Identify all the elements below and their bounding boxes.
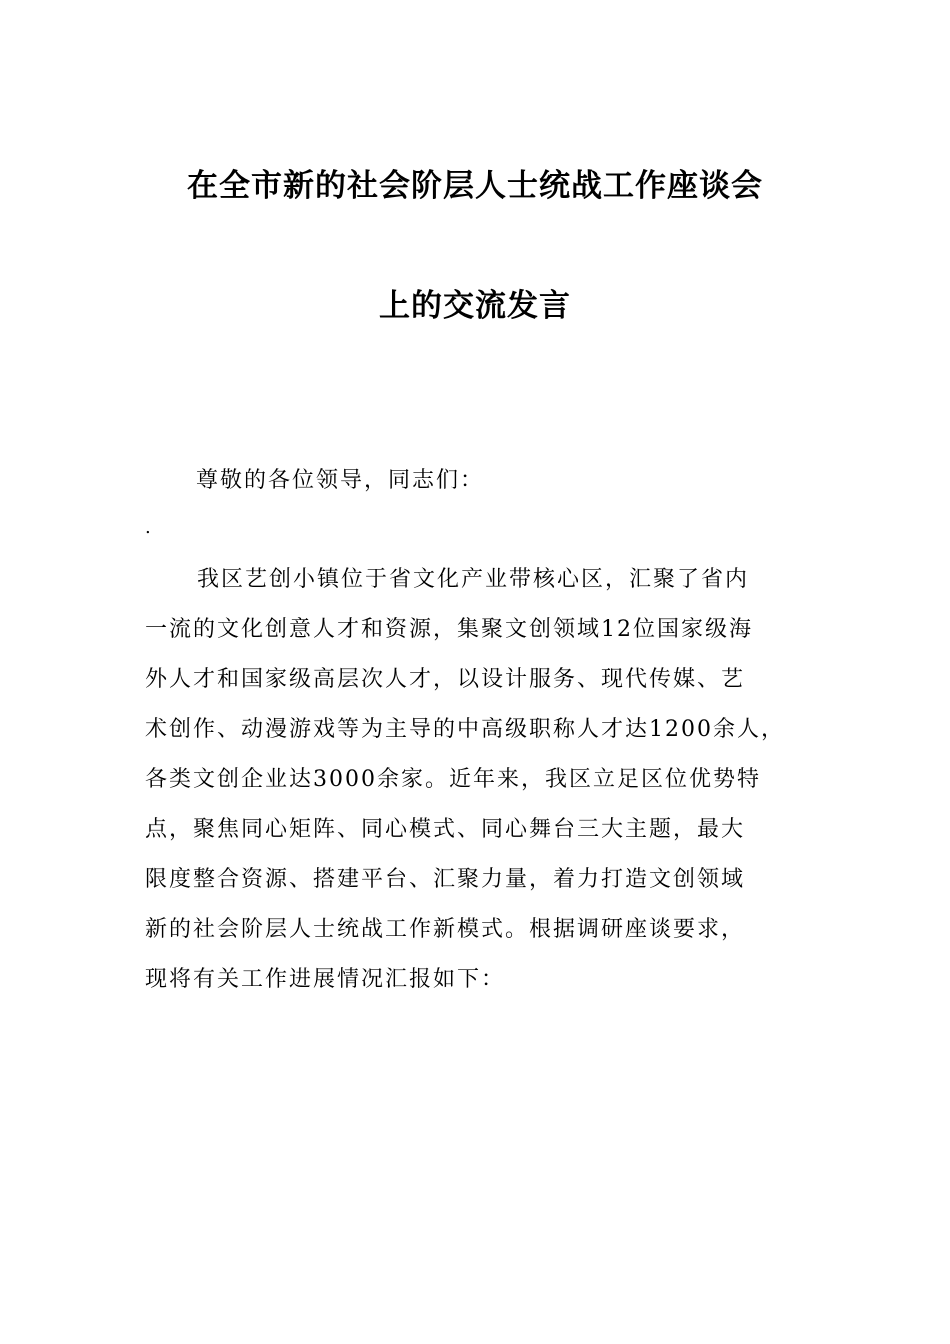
document-title-line-2: 上的交流发言 <box>379 288 571 324</box>
paragraph-line: 术创作、动漫游戏等为主导的中高级职称人才达1200余人， <box>145 717 785 742</box>
paragraph-line: 限度整合资源、搭建平台、汇聚力量，着力打造文创领域 <box>145 867 746 892</box>
paragraph-line: 外人才和国家级高层次人才，以设计服务、现代传媒、艺 <box>145 667 746 692</box>
salutation: 尊敬的各位领导，同志们： <box>196 468 485 493</box>
paragraph-line: 各类文创企业达3000余家。近年来，我区立足区位优势特 <box>145 767 761 792</box>
paragraph-line: 点，聚焦同心矩阵、同心模式、同心舞台三大主题，最大 <box>145 817 746 842</box>
body-paragraph <box>145 563 815 1013</box>
paragraph-line: 一流的文化创意人才和资源，集聚文创领域12位国家级海 <box>145 617 753 642</box>
document-title-line-1: 在全市新的社会阶层人士统战工作座谈会 <box>187 168 763 204</box>
paragraph-line: 新的社会阶层人士统战工作新模式。根据调研座谈要求， <box>145 917 746 942</box>
paragraph-line: 现将有关工作进展情况汇报如下： <box>145 967 506 992</box>
paragraph-line: 我区艺创小镇位于省文化产业带核心区，汇聚了省内 <box>197 567 750 592</box>
stray-dot-mark: . <box>145 517 151 538</box>
